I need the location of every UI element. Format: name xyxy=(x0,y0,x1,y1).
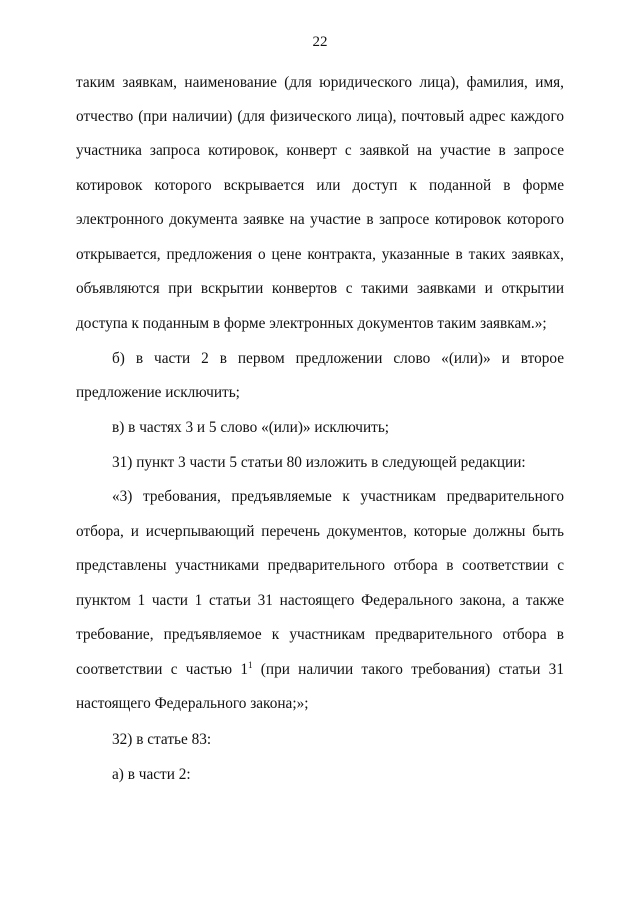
text-line-superscript xyxy=(76,659,564,681)
text-line: б) в части 2 в первом предложении слово «(или)» и второе xyxy=(112,350,564,367)
text-line: электронного документа заявке на участие в запросе котировок которого xyxy=(76,211,564,228)
text-line: доступа к поданным в форме электронных документов таким заявкам.»; xyxy=(76,315,547,332)
text-line: «3) требования, предъявляемые к участникам предварительного xyxy=(112,488,564,505)
text-line: требование, предъявляемое к участникам предварительного отбора в xyxy=(76,626,564,643)
text-segment: соответствии с частью 1 xyxy=(76,661,249,678)
text-line: открывается, предложения о цене контракта, указанные в таких заявках, xyxy=(76,246,564,263)
text-line: участника запроса котировок, конверт с заявкой на участие в запросе xyxy=(76,142,564,159)
text-line: представлены участниками предварительного отбора в соответствии с xyxy=(76,557,564,574)
text-line: настоящего Федерального закона;»; xyxy=(76,695,309,712)
text-line: котировок которого вскрывается или доступ к поданной в форме xyxy=(76,177,564,194)
text-line: в) в частях 3 и 5 слово «(или)» исключить; xyxy=(112,419,390,436)
text-line: таким заявкам, наименование (для юридического лица), фамилия, имя, xyxy=(76,74,564,91)
text-line: объявляются при вскрытии конвертов с такими заявками и открытии xyxy=(76,280,564,297)
page-number: 22 xyxy=(312,34,328,50)
text-line: а) в части 2: xyxy=(112,766,191,783)
text-line: отбора, и исчерпывающий перечень документов, которые должны быть xyxy=(76,523,564,540)
text-line: 31) пункт 3 части 5 статьи 80 изложить в следующей редакции: xyxy=(112,454,526,471)
text-line: пунктом 1 части 1 статьи 31 настоящего Федерального закона, а также xyxy=(76,592,564,609)
text-segment: (при наличии такого требования) статьи 31 xyxy=(252,661,564,678)
superscript: 1 xyxy=(248,659,253,670)
text-line: отчество (при наличии) (для физического лица), почтовый адрес каждого xyxy=(76,108,564,125)
text-line: 32) в статье 83: xyxy=(112,731,212,748)
text-line: предложение исключить; xyxy=(76,384,240,401)
